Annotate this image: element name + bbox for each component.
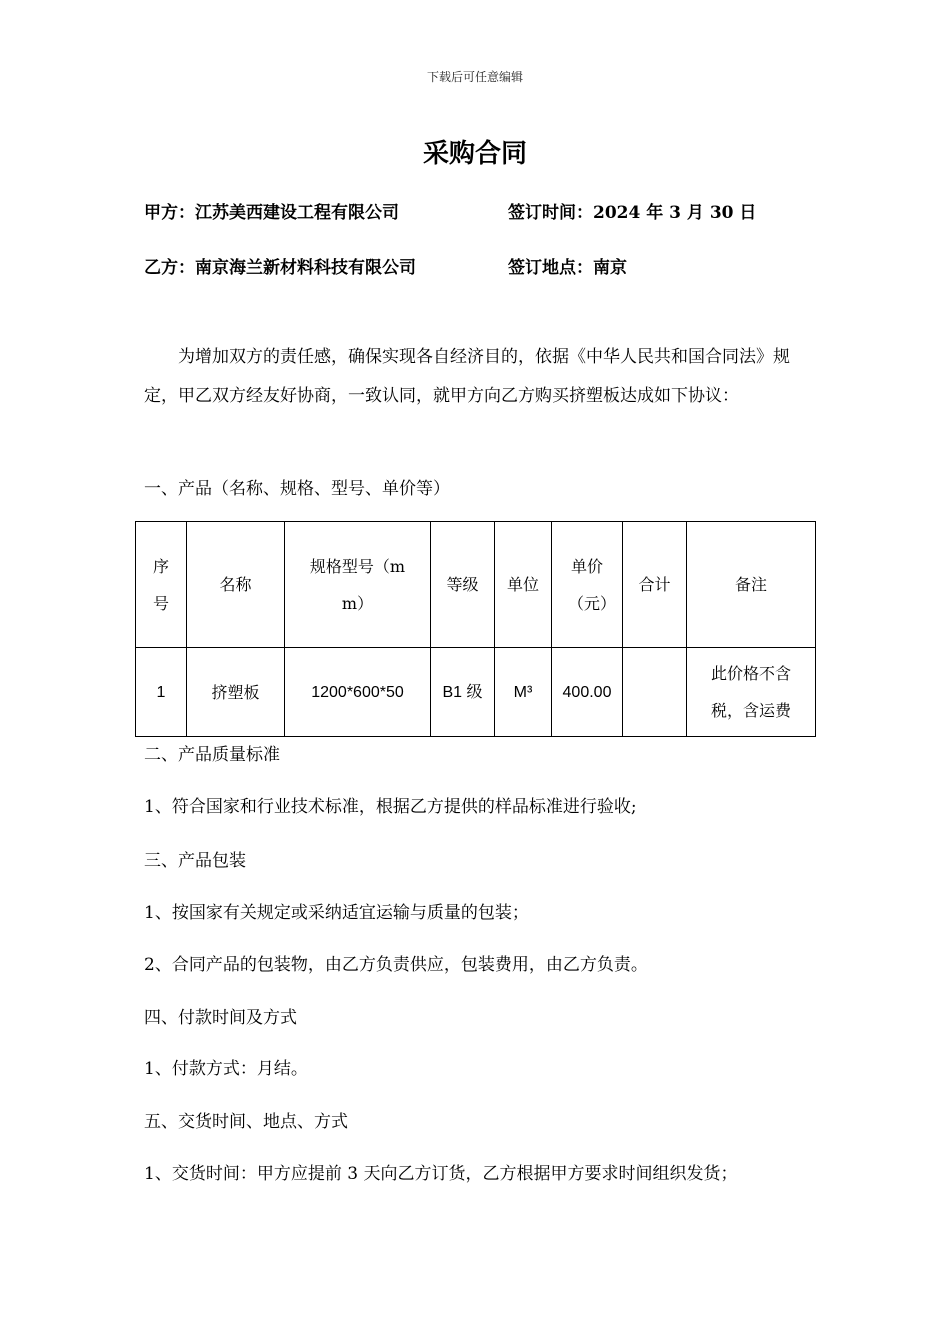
section-4-heading: 四、付款时间及方式 (144, 1008, 297, 1028)
cell-spec: 1200*600*50 (285, 648, 431, 737)
cell-grade: B1 级 (431, 648, 495, 737)
header-name: 名称 (187, 522, 285, 648)
party-b: 乙方：南京海兰新材料科技有限公司 (144, 258, 416, 278)
sign-time: 签订时间：2024 年 3 月 30 日 (508, 203, 757, 223)
section-5-heading: 五、交货时间、地点、方式 (144, 1112, 348, 1132)
section-3-item-1: 1、按国家有关规定或采纳适宜运输与质量的包装； (144, 903, 529, 923)
cell-total (623, 648, 687, 737)
cell-price: 400.00 (552, 648, 623, 737)
section-4-item-1: 1、付款方式：月结。 (144, 1059, 308, 1079)
header-remark: 备注 (687, 522, 816, 648)
header-unit: 单位 (495, 522, 552, 648)
product-table (135, 521, 816, 737)
section-1-heading: 一、产品（名称、规格、型号、单价等） (144, 479, 450, 499)
table-header-row (136, 522, 816, 648)
section-3-heading: 三、产品包装 (144, 851, 246, 871)
document-title: 采购合同 (422, 139, 527, 169)
header-price: 单价（元） (552, 522, 623, 648)
cell-no: 1 (136, 648, 187, 737)
cell-remark: 此价格不含税，含运费 (687, 648, 816, 737)
sign-place: 签订地点：南京 (508, 258, 627, 278)
header-grade: 等级 (431, 522, 495, 648)
section-2-heading: 二、产品质量标准 (144, 745, 280, 765)
table-row (136, 648, 816, 737)
party-a: 甲方：江苏美西建设工程有限公司 (144, 203, 399, 223)
section-2-item-1: 1、符合国家和行业技术标准，根据乙方提供的样品标准进行验收; (144, 797, 637, 817)
header-total: 合计 (623, 522, 687, 648)
header-no: 序号 (136, 522, 187, 648)
cell-unit: M³ (495, 648, 552, 737)
section-5-item-1: 1、交货时间：甲方应提前 3 天向乙方订货，乙方根据甲方要求时间组织发货； (144, 1164, 738, 1184)
intro-paragraph: 为增加双方的责任感，确保实现各自经济目的，依据《中华人民共和国合同法》规定，甲乙双方经友好协商，一致认同，就甲方向乙方购买挤塑板达成如下协议： (144, 347, 790, 406)
header-note: 下载后可任意编辑 (426, 70, 523, 84)
cell-name: 挤塑板 (187, 648, 285, 737)
section-3-item-2: 2、合同产品的包装物，由乙方负责供应，包装费用，由乙方负责。 (144, 955, 648, 975)
header-spec: 规格型号（mm） (285, 522, 431, 648)
